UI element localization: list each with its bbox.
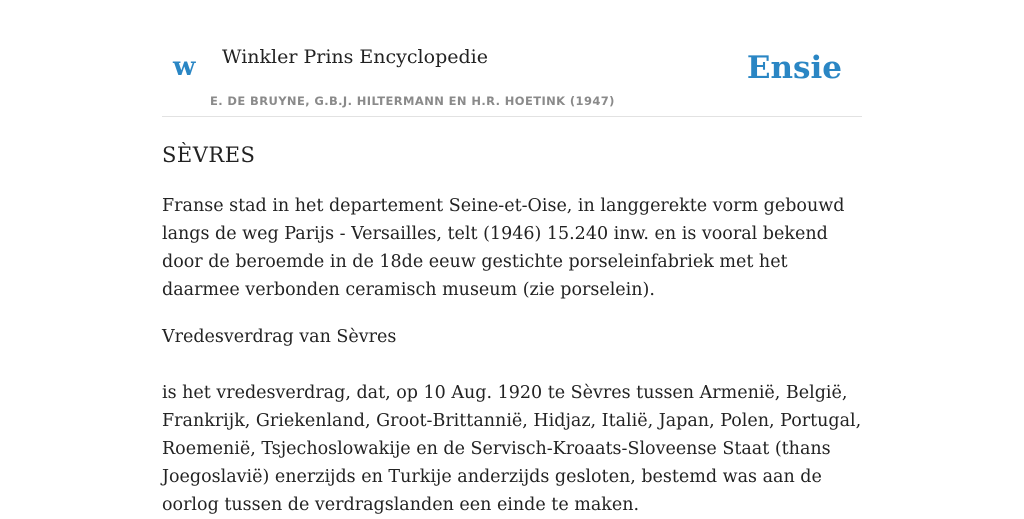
header [162, 0, 862, 117]
site-logo[interactable]: w [173, 52, 196, 82]
paragraph: is het vredesverdrag, dat, op 10 Aug. 1920 te Sèvres tussen Armenië, België, Frankrijk, Griekenland, Groot-Brittannië, Hidjaz, Italië, Japan, Polen, Portugal, Roemenië, Tsjechoslowakije en de Servisch-Kroaats-Sloveense Staat (thans Joegoslavië) enerzijds en Turkije anderzijds gesloten, bestemd was aan de oorlog tussen de verdragslanden een einde te maken. [162, 383, 862, 515]
entry-title: SÈVRES [162, 143, 256, 167]
article [162, 140, 862, 519]
book-title[interactable]: Winkler Prins Encyclopedie [222, 46, 488, 68]
brand-logo[interactable]: Ensie [746, 50, 842, 86]
book-authors: E. DE BRUYNE, G.B.J. HILTERMANN EN H.R. HOETINK (1947) [210, 94, 615, 108]
paragraph: Franse stad in het departement Seine-et-Oise, in langgerekte vorm gebouwd langs de weg Parijs - Versailles, telt (1946) 15.240 inw. en is vooral bekend door de beroemde in de 18de eeuw gestichte porseleinfabriek met het daarmee verbonden ceramisch museum (zie porselein). [162, 196, 845, 300]
paragraph-subheading: Vredesverdrag van Sèvres [162, 327, 397, 347]
